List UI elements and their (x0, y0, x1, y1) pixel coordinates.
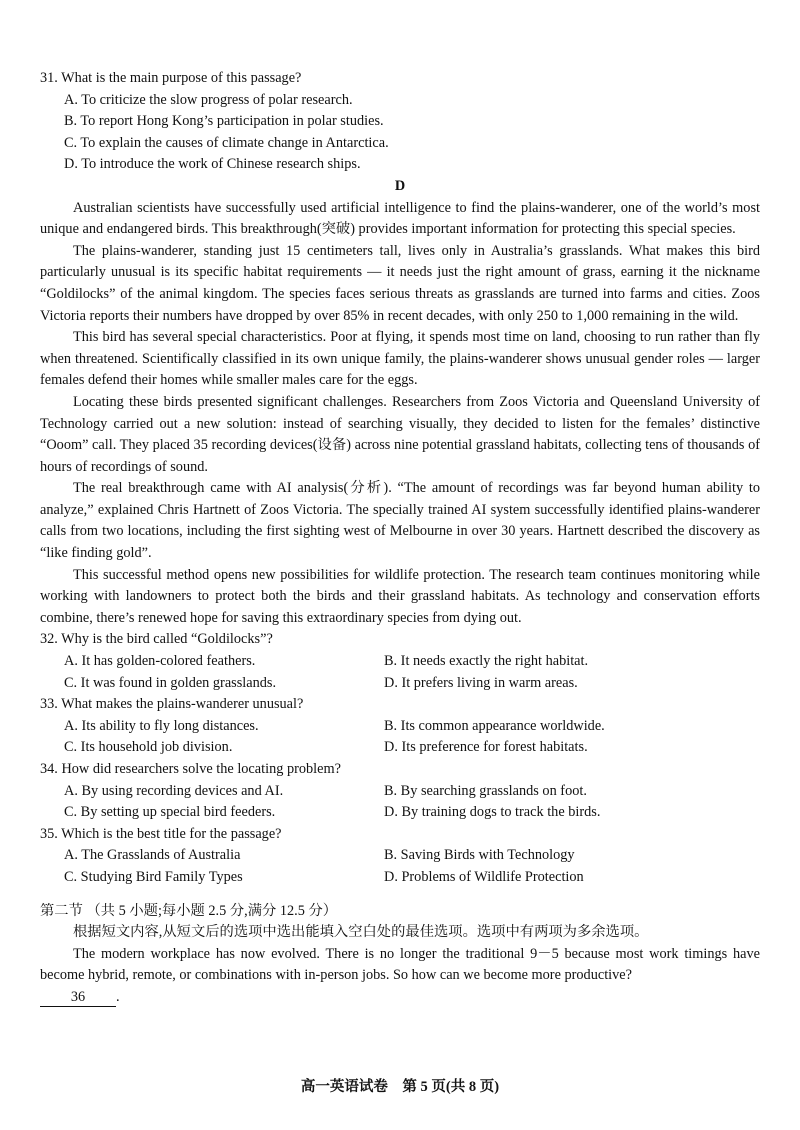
question-stem: 34. How did researchers solve the locating problem? (40, 761, 341, 777)
option-c: C. To explain the causes of climate change in Antarctica. (64, 134, 389, 151)
question-stem: 32. Why is the bird called “Goldilocks”? (40, 631, 273, 648)
question-31 (40, 68, 760, 176)
option-d: D. To introduce the work of Chinese research ships. (64, 156, 361, 173)
question-stem: 35. Which is the best title for the passage? (40, 825, 282, 842)
option-a: A. The Grasslands of Australia (64, 847, 241, 864)
option-b: B. To report Hong Kong’s participation in polar studies. (64, 113, 384, 130)
option-b: B. It needs exactly the right habitat. (384, 653, 589, 670)
option-a: A. By using recording devices and AI. (64, 782, 284, 799)
section-heading: 第二节 （共 5 小题;每小题 2.5 分,满分 12.5 分） (40, 902, 338, 919)
passage-d (40, 198, 760, 630)
question-32 (40, 629, 760, 694)
option-c: C. It was found in golden grasslands. (64, 674, 277, 691)
passage-title: D (394, 177, 406, 194)
option-a: A. To criticize the slow progress of polar research. (64, 91, 353, 108)
option-c: C. By setting up special bird feeders. (64, 804, 276, 821)
option-b: B. Saving Birds with Technology (384, 847, 575, 864)
passage-paragraph: Locating these birds presented significant challenges. Researchers from Zoos Victoria and Queensland University of Technology carried out a new solution: instead of searching visually, they decided to listen for the females’ distinctive “Ooom” call. They placed 35 recording devices(设备) across nine potential grassland habitats, collecting tens of thousands of hours of recordings of sound. (40, 393, 760, 475)
option-b: B. Its common appearance worldwide. (384, 717, 605, 734)
option-c: C. Studying Bird Family Types (64, 868, 243, 885)
answer-blank[interactable]: 36 (40, 988, 116, 1007)
passage-paragraph: The plains-wanderer, standing just 15 centimeters tall, lives only in Australia’s grasslands. What makes this bird particularly unusual is its specific habitat requirements — it needs just the right amount of grass, earning it the nickname “Goldilocks” of the animal kingdom. The species faces serious threats as grasslands are turned into farms and cities. Zoos Victoria reports their numbers have dropped by over 85% in recent decades, with only 250 to 1,000 remaining in the wild. (40, 242, 760, 324)
option-d: D. By training dogs to track the birds. (384, 804, 601, 821)
exam-page (40, 68, 760, 1009)
option-b: B. By searching grasslands on foot. (384, 782, 587, 799)
passage-paragraph: This successful method opens new possibilities for wildlife protection. The research team continues monitoring while working with landowners to protect both the birds and their grassland habitats. As technology and conservation efforts combine, there’s renewed hope for saving this extraordinary species from dying out. (40, 566, 760, 626)
cloze-paragraph: The modern workplace has now evolved. There is no longer the traditional 9－5 because most work timings have become hybrid, remote, or combinations with in-person jobs. So how can we become more productive? (40, 945, 760, 984)
passage-paragraph: This bird has several special characteristics. Poor at flying, it spends most time on land, choosing to run rather than fly when threatened. Scientifically classified in its own unique family, the plains-wanderer shows unusual gender roles — larger females defend their homes while smaller males care for the eggs. (40, 329, 760, 389)
blank-36-line (40, 987, 760, 1009)
passage-paragraph: The real breakthrough came with AI analysis(分析). “The amount of recordings was far beyond human ability to analyze,” explained Chris Hartnett of Zoos Victoria. The specially trained AI system successfully identified plains-wanderer calls from two locations, including the first sighting west of Melbourne in over 30 years. Hartnett described the discovery as “like finding gold”. (40, 480, 760, 562)
section-instruction: 根据短文内容,从短文后的选项中选出能填入空白处的最佳选项。选项中有两项为多余选项。 (73, 924, 649, 941)
option-a: A. It has golden-colored feathers. (64, 653, 256, 670)
blank-tail: . (116, 988, 120, 1005)
passage-paragraph: Australian scientists have successfully used artificial intelligence to find the plains-wanderer, one of the world’s most unique and endangered birds. This breakthrough(突破) provides important information for protecting this special species. (40, 199, 760, 238)
page-footer: 高一英语试卷 第 5 页(共 8 页) (300, 1079, 500, 1095)
question-34 (40, 759, 760, 824)
question-33 (40, 694, 760, 759)
option-d: D. Its preference for forest habitats. (384, 739, 588, 756)
question-35 (40, 824, 760, 889)
option-a: A. Its ability to fly long distances. (64, 717, 259, 734)
question-stem: 33. What makes the plains-wanderer unusual? (40, 696, 304, 713)
option-c: C. Its household job division. (64, 739, 233, 756)
question-stem: 31. What is the main purpose of this passage? (40, 70, 302, 86)
option-d: D. It prefers living in warm areas. (384, 674, 578, 691)
option-d: D. Problems of Wildlife Protection (384, 868, 584, 885)
